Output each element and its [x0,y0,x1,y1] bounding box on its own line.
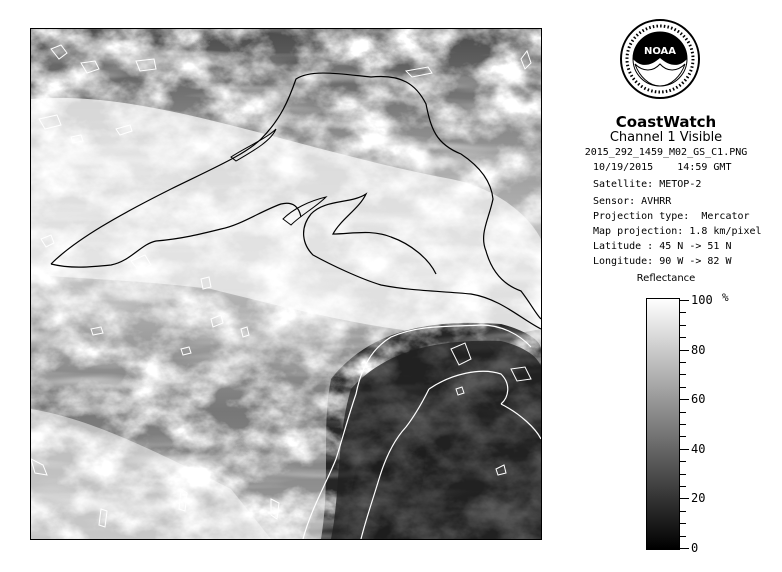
colorbar-tick-label: 60 [691,392,706,406]
colorbar-tick [680,486,686,487]
channel-label: Channel 1 Visible [609,130,723,145]
colorbar-tick-label: 100 [691,293,713,307]
colorbar-tick [680,474,686,475]
colorbar-title: Reflectance [636,273,696,284]
colorbar-tick [680,424,686,425]
colorbar-tick-label: 80 [691,343,706,357]
colorbar-tick-label: 40 [691,442,706,456]
colorbar-tick [680,436,686,437]
latitude-label: Latitude : 45 N -> 51 N [593,241,732,252]
datetime-label: 10/19/2015 14:59 GMT [593,162,732,173]
colorbar-tick [680,548,689,549]
sensor-label: Sensor: AVHRR [593,196,672,207]
colorbar-tick [680,498,689,499]
noaa-logo [619,18,701,100]
colorbar-tick [680,300,689,301]
noaa-seal-icon [619,18,701,100]
satellite-label: Satellite: METOP-2 [593,179,702,190]
filename-label: 2015_292_1459_M02_GS_C1.PNG [584,147,748,158]
colorbar-tick [680,511,686,512]
colorbar-tick [680,536,686,537]
colorbar-tick [680,312,686,313]
colorbar-tick [680,362,686,363]
colorbar-tick [680,337,686,338]
colorbar-tick [680,374,686,375]
colorbar-tick [680,523,686,524]
colorbar-tick [680,387,686,388]
product-title: CoastWatch [615,113,717,131]
colorbar-tick-label: 0 [691,541,699,555]
longitude-label: Longitude: 90 W -> 82 W [593,256,732,267]
colorbar-tick [680,325,686,326]
colorbar-tick [680,399,689,400]
colorbar-unit: % [722,291,729,304]
colorbar-tick [680,461,686,462]
colorbar-tick [680,350,689,351]
colorbar-tick-label: 20 [691,491,706,505]
colorbar-tick [680,412,686,413]
map-projection-label: Map projection: 1.8 km/pixel [593,226,762,237]
satellite-image [30,28,542,540]
projection-type-label: Projection type: Mercator [593,211,750,222]
colorbar [646,298,680,550]
colorbar-tick [680,449,689,450]
noaa-logo-text: NOAA [643,46,677,57]
satellite-map [31,29,541,539]
